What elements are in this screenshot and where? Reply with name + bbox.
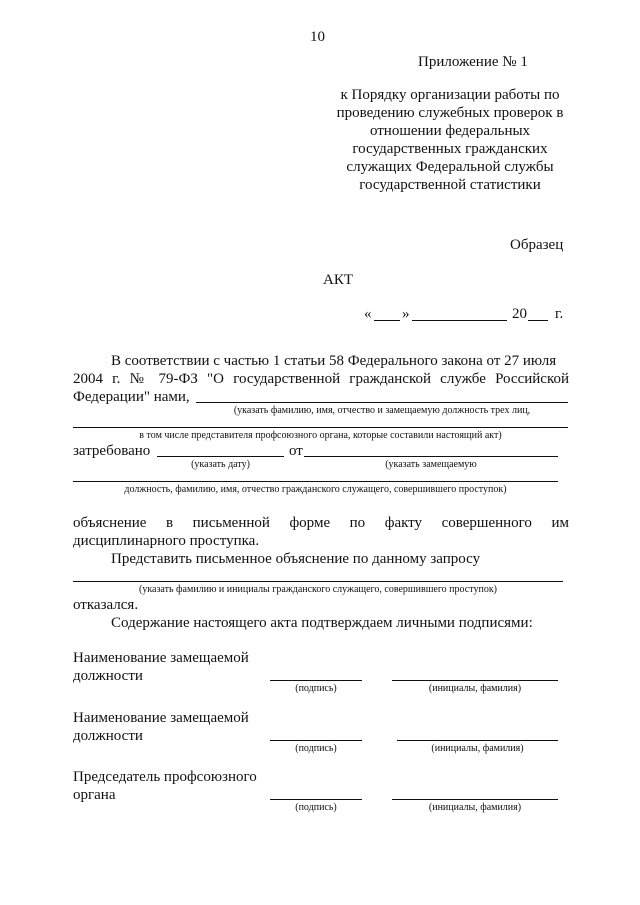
signature-title: Наименование замещаемой <box>73 710 249 726</box>
paragraph-line: В соответствии с частью 1 статьи 58 Федерального закона от 27 июля <box>111 353 557 369</box>
name-blank <box>392 799 558 800</box>
name-hint: (инициалы, фамилия) <box>431 743 524 754</box>
paragraph-line: Содержание настоящего акта подтверждаем личными подписями: <box>111 615 533 631</box>
month-blank <box>412 320 507 321</box>
appendix-line: проведению служебных проверок в <box>336 105 564 121</box>
name-hint: (инициалы, фамилия) <box>428 683 522 694</box>
from-label: от <box>289 443 303 459</box>
signature-title: Председатель профсоюзного <box>73 769 257 785</box>
date-blank <box>157 456 284 457</box>
sign-hint: (подпись) <box>295 802 337 813</box>
year-blank <box>528 320 548 321</box>
name-blank <box>397 740 558 741</box>
name-hint: (инициалы, фамилия) <box>428 802 522 813</box>
appendix-line: государственных гражданских <box>352 141 548 157</box>
person-blank <box>73 481 558 482</box>
appendix-line: отношении федеральных <box>369 123 531 139</box>
requested-label: затребовано <box>73 443 151 459</box>
hint-names: (указать фамилию, имя, отчество и замещаемую должность трех лиц, <box>233 405 531 416</box>
hint-date: (указать дату) <box>191 459 250 470</box>
paragraph-line: Представить письменное объяснение по данному запросу <box>111 551 481 567</box>
signature-title: должности <box>73 728 143 744</box>
sample-label: Образец <box>510 237 564 253</box>
signature-title: должности <box>73 668 143 684</box>
paragraph-line: отказался. <box>73 597 139 613</box>
hint-union: в том числе представителя профсоюзного органа, которые составили настоящий акт) <box>139 430 502 441</box>
sign-hint: (подпись) <box>295 743 337 754</box>
signature-blank <box>270 799 362 800</box>
signature-blank <box>270 740 362 741</box>
appendix-reference <box>330 86 570 194</box>
union-blank <box>73 427 568 428</box>
paragraph-line: Федерации" нами, <box>73 389 190 405</box>
open-quote: « <box>364 306 372 322</box>
appendix-line: государственной статистики <box>359 177 541 193</box>
act-title: АКТ <box>323 272 353 288</box>
day-blank <box>374 320 400 321</box>
page-number: 10 <box>310 29 325 45</box>
hint-position: (указать замещаемую <box>385 459 477 470</box>
paragraph-line: дисциплинарного проступка. <box>73 533 260 549</box>
paragraph-line: 2004 г. № 79-ФЗ "О государственной гражданской службе Российской <box>73 371 569 387</box>
position-blank <box>304 456 558 457</box>
refused-person-blank <box>73 581 563 582</box>
signature-blank <box>270 680 362 681</box>
sign-hint: (подпись) <box>295 683 337 694</box>
name-blank <box>392 680 558 681</box>
signature-title: органа <box>73 787 116 803</box>
signature-title: Наименование замещаемой <box>73 650 249 666</box>
hint-refused: (указать фамилию и инициалы гражданского служащего, совершившего проступок) <box>138 584 498 595</box>
hint-person: должность, фамилию, имя, отчество гражданского служащего, совершившего проступок) <box>124 484 507 495</box>
appendix-title: Приложение № 1 <box>418 54 528 70</box>
names-blank <box>196 402 568 403</box>
paragraph-line: объяснение в письменной форме по факту совершенного им <box>73 515 569 531</box>
appendix-line: служащих Федеральной службы <box>346 159 554 175</box>
close-quote: » <box>402 306 410 322</box>
appendix-line: к Порядку организации работы по <box>340 87 560 103</box>
year-prefix: 20 <box>512 306 527 322</box>
year-suffix: г. <box>555 306 564 322</box>
